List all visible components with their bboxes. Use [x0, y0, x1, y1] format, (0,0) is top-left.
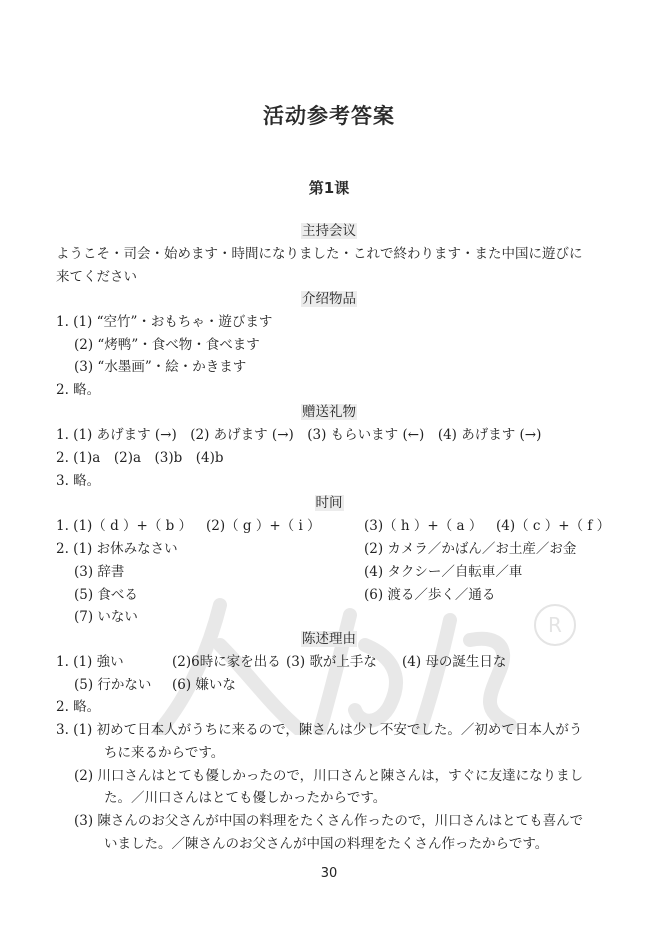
answer-line: 2. (1) お休みなさい	[56, 541, 178, 557]
section-heading-introduce-items: 介绍物品	[302, 291, 356, 307]
answer-line: (3) “水墨画”・絵・かきます	[74, 359, 247, 375]
answer-line: 2. 略。	[56, 699, 101, 715]
section-heading-giving-gifts: 赠送礼物	[302, 404, 356, 420]
lesson-heading: 第1课	[308, 179, 350, 197]
answer-line: 2. (1)a (2)a (3)b (4)b	[56, 450, 224, 466]
section-heading-hosting: 主持会议	[302, 223, 356, 239]
page-number: 30	[320, 866, 338, 881]
answer-line: た。／川口さんはとても優しかったからです。	[104, 790, 387, 806]
answer-line: 1. (1) あげます (→) (2) あげます (→) (3) もらいます (←) (4) あげます (→)	[56, 427, 542, 443]
answer-line: (3) 歌が上手な	[286, 654, 377, 670]
answer-line: (2) “烤鸭”・食べ物・食べます	[74, 337, 260, 353]
answer-line: 1. (1)（ d ）+（ b ）	[56, 518, 193, 534]
answer-line: (7) いない	[74, 609, 138, 625]
answer-line: (3) 陳さんのお父さんが中国の料理をたくさん作ったので，川口さんはとても喜んで	[74, 813, 584, 829]
answer-line: 1. (1) “空竹”・おもちゃ・遊びます	[56, 314, 273, 330]
answer-line: 3. (1) 初めて日本人がうちに来るので，陳さんは少し不安でした。／初めて日本人がう	[56, 722, 583, 738]
answer-line: (2)（ g ）+（ i ）	[206, 518, 321, 534]
answer-line: (3)（ h ）+（ a ）	[364, 518, 483, 534]
answer-line: 来てください	[56, 269, 137, 285]
answer-line: ちに来るからです。	[104, 745, 225, 761]
answer-line: (5) 食べる	[74, 587, 138, 603]
answer-line: (4)（ c ）+（ f ）	[496, 518, 611, 534]
answer-line: (6) 渡る／歩く／通る	[364, 587, 496, 603]
answer-line: (3) 辞書	[74, 564, 125, 580]
answer-line: 2. 略。	[56, 382, 101, 398]
answer-line: (2) 川口さんはとても優しかったので，川口さんと陳さんは，すぐに友達になりまし	[74, 768, 584, 784]
answer-line: (5) 行かない	[74, 677, 152, 693]
svg-text:R: R	[548, 613, 562, 637]
answer-line: 3. 略。	[56, 473, 101, 489]
answer-line: ようこそ・司会・始めます・時間になりました・これで終わります・また中国に遊びに	[56, 246, 583, 262]
page-title: 活动参考答案	[263, 104, 395, 128]
answer-line: (4) タクシー／自転車／車	[364, 564, 523, 580]
section-heading-stating-reasons: 陈述理由	[302, 631, 356, 647]
answer-line: いました。／陳さんのお父さんが中国の料理をたくさん作ったからです。	[104, 836, 549, 852]
section-heading-time: 时间	[315, 495, 343, 511]
answer-line: (2)6時に家を出る	[172, 654, 281, 670]
answer-line: (4) 母の誕生日な	[402, 654, 507, 670]
answer-line: (6) 嫌いな	[172, 677, 236, 693]
answer-line: (2) カメラ／かばん／お土産／お金	[364, 541, 577, 557]
answer-line: 1. (1) 強い	[56, 654, 124, 670]
